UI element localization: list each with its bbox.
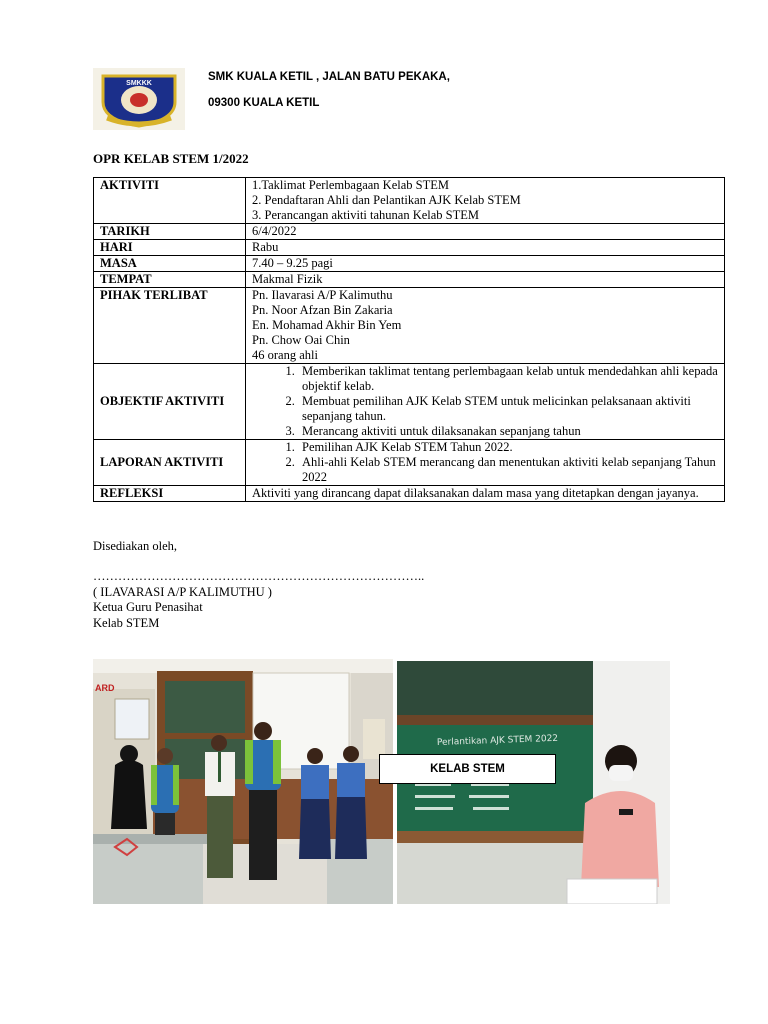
signature-block: [93, 569, 424, 631]
pihak-line: Pn. Chow Oai Chin: [252, 333, 350, 347]
board-text: Perlantikan AJK STEM 2022: [436, 733, 559, 748]
aktiviti-line: 2. Pendaftaran Ahli dan Pelantikan AJK Kelab STEM: [252, 193, 521, 207]
wall-sign-text: ARD: [95, 683, 115, 693]
label-pihak-terlibat: PIHAK TERLIBAT: [94, 288, 246, 364]
value-hari: Rabu: [246, 240, 725, 256]
signature-line: ……………………………………………………………………..: [93, 569, 425, 583]
row-objektif: [94, 364, 725, 440]
value-tarikh: 6/4/2022: [246, 224, 725, 240]
signatory-name: ( ILAVARASI A/P KALIMUTHU ): [93, 584, 272, 599]
row-masa: [94, 256, 725, 272]
objektif-item: 2. Membuat pemilihan AJK Kelab STEM untuk melicinkan pelaksanaan aktiviti sepanjang tahun.: [298, 394, 724, 424]
document-title: OPR KELAB STEM 1/2022: [93, 151, 249, 166]
pihak-line: Pn. Noor Afzan Bin Zakaria: [252, 303, 393, 317]
signatory-club: Kelab STEM: [93, 615, 160, 630]
value-masa: 7.40 – 9.25 pagi: [246, 256, 725, 272]
school-logo: [93, 68, 185, 130]
pihak-line: Pn. Ilavarasi A/P Kalimuthu: [252, 288, 393, 302]
row-pihak-terlibat: [94, 288, 725, 364]
label-refleksi: REFLEKSI: [94, 486, 246, 502]
aktiviti-line: 3. Perancangan aktiviti tahunan Kelab STEM: [252, 208, 480, 222]
logo-text: SMKKK: [126, 80, 152, 87]
school-name: SMK KUALA KETIL , JALAN BATU PEKAKA,: [208, 71, 450, 83]
label-masa: MASA: [94, 256, 246, 272]
kelab-stem-label: KELAB STEM: [379, 754, 556, 784]
signatory-role: Ketua Guru Penasihat: [93, 600, 203, 614]
value-laporan: [246, 440, 725, 486]
opr-table: [93, 177, 725, 502]
objektif-item: 3. Merancang aktiviti untuk dilaksanakan sepanjang tahun: [298, 424, 724, 439]
label-laporan: LAPORAN AKTIVITI: [94, 440, 246, 486]
row-hari: [94, 240, 725, 256]
row-refleksi: [94, 486, 725, 502]
school-address: 09300 KUALA KETIL: [208, 97, 320, 109]
laporan-item: 2. Ahli-ahli Kelab STEM merancang dan menentukan aktiviti kelab sepanjang Tahun 2022: [298, 455, 724, 485]
value-refleksi: Aktiviti yang dirancang dapat dilaksanakan dalam masa yang ditetapkan dengan jayanya.: [246, 486, 725, 502]
pihak-line: 46 orang ahli: [252, 348, 318, 362]
value-tempat: Makmal Fizik: [246, 272, 725, 288]
pihak-line: En. Mohamad Akhir Bin Yem: [252, 318, 402, 332]
objektif-item: 1. Memberikan taklimat tentang perlembagaan kelab untuk mendedahkan ahli kepada objektif kelab.: [298, 364, 724, 394]
laporan-item: 1. Pemilihan AJK Kelab STEM Tahun 2022.: [298, 440, 724, 455]
value-aktiviti: [246, 178, 725, 224]
photo-group: [93, 659, 393, 904]
label-aktiviti: AKTIVITI: [94, 178, 246, 224]
label-tarikh: TARIKH: [94, 224, 246, 240]
label-tempat: TEMPAT: [94, 272, 246, 288]
row-aktiviti: [94, 178, 725, 224]
value-pihak-terlibat: [246, 288, 725, 364]
aktiviti-line: 1.Taklimat Perlembagaan Kelab STEM: [252, 178, 449, 192]
label-objektif: OBJEKTIF AKTIVITI: [94, 364, 246, 440]
row-tarikh: [94, 224, 725, 240]
label-hari: HARI: [94, 240, 246, 256]
value-objektif: [246, 364, 725, 440]
row-laporan: [94, 440, 725, 486]
prepared-by: Disediakan oleh,: [93, 539, 178, 553]
row-tempat: [94, 272, 725, 288]
